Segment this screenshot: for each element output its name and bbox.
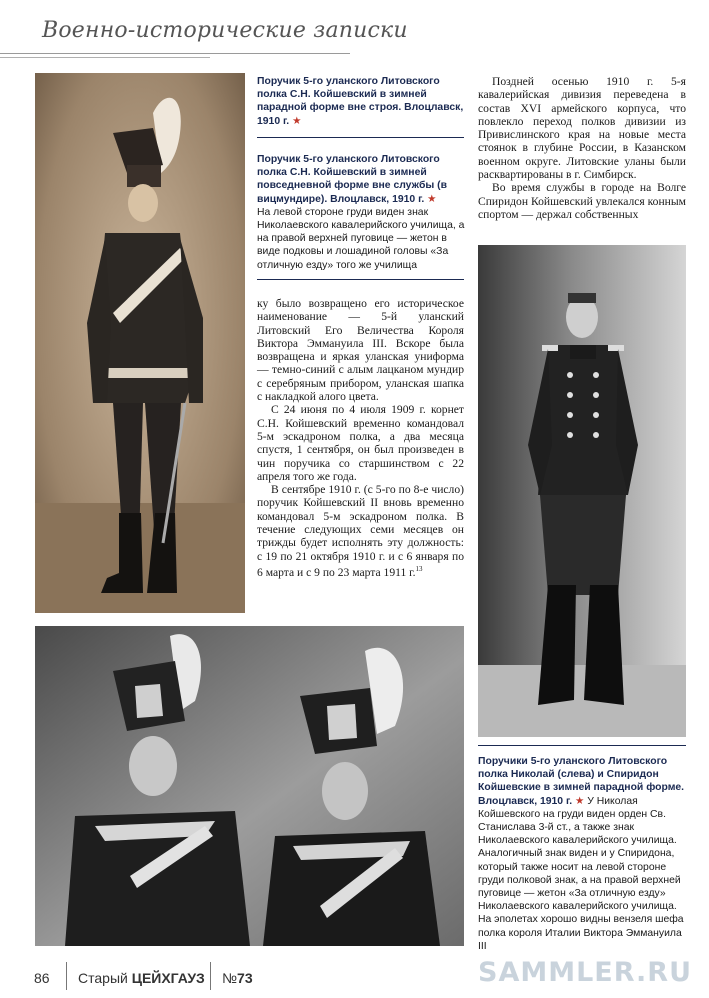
paragraph-text: В сентябре 1910 г. (с 5-го по 8-е число) поручик Койшевский II вновь временно командовал 5-м эскадроном полка. В течение следующих семи месяцев он трижды будет исполнять эту должность: с 19 по 21 октября 1910 г. и с 6 января по 6 марта и с 9 по 23 марта 1911 г.: [257, 483, 464, 579]
photo-portrait-everyday: [478, 245, 686, 737]
header-rule-thin: [0, 57, 210, 58]
caption-description: У Николая Койшевского на груди виден орден Св. Станислава 3-й ст., а также знак Николаевского кавалерийского училища. Аналогичный знак виден и у Спиридона, который также носит на левой стороне груди полковой знак, а на правой верхней пуговице — жетон «За отличную езду» Николаевского кавалерийского училища. На эполетах хорошо видны вензеля шефа полка короля Италии Виктора Эммануила III: [478, 795, 684, 952]
section-title: Военно-исторические записки: [42, 18, 408, 43]
magazine-title: [78, 970, 205, 986]
issue-label: №: [222, 970, 238, 986]
star-icon: ★: [575, 795, 585, 807]
watermark-text: SAMMLER.RU: [478, 957, 692, 988]
paragraph: [257, 483, 464, 579]
issue-value: 73: [237, 970, 253, 986]
caption-photo-2: [257, 153, 467, 272]
paragraph: ку было возвращено его историческое наименование — 5-й уланский Литовский Его Величества Короля Виктора Эммануила III. Вскоре была возвращена и яркая уланская униформа — темно-синий с алым лацканом мундир с серебряным прибором, уланская шапка с накладкой алого цвета.: [257, 297, 464, 404]
paragraph: Во время службы в городе на Волге Спиридон Койшевский увлекался конным спортом — держал собственных: [478, 181, 686, 221]
caption-divider: [257, 137, 464, 138]
footnote-ref: 13: [415, 564, 423, 573]
magazine-title-light: Старый: [78, 970, 128, 986]
page-header: [0, 0, 709, 62]
footer-divider: [210, 962, 211, 990]
star-icon: ★: [427, 193, 437, 205]
caption-divider: [257, 279, 464, 280]
paragraph: С 24 июня по 4 июля 1909 г. корнет С.Н. Койшевский временно командовал 5-м эскадроном полка, а два месяца спустя, 1 сентября, он был произведен в чин поручика со старшинством с 22 апреля того же года.: [257, 403, 464, 483]
issue-number: [222, 970, 253, 986]
header-rule: [0, 53, 350, 54]
footer-divider: [66, 962, 67, 990]
photo-brothers: [35, 626, 464, 946]
paragraph: Поздней осенью 1910 г. 5-я кавалерийская дивизия переведена в состав XVI армейского корпуса, что повлекло переход полков дивизии из Привислинского края на новые места стоянок в глубине России, в Казанском военном округе. Литовские уланы были расквартированы в г. Симбирск.: [478, 75, 686, 182]
caption-title: Поручики 5-го уланского Литовского полка Николай (слева) и Спиридон Койшевские в зимней парадной форме. Влоцлавск, 1910 г.: [478, 756, 685, 807]
photo-portrait-full-dress: [35, 73, 245, 613]
caption-text: Поручик 5-го уланского Литовского полка С.Н. Койшевский в зимней парадной форме вне строя. Влоцлавск, 1910 г.: [257, 76, 464, 127]
caption-title: Поручик 5-го уланского Литовского полка С.Н. Койшевский в зимней повседневной форме вне службы (в вицмундире). Влоцлавск, 1910 г.: [257, 154, 447, 205]
caption-description: На левой стороне груди виден знак Николаевского кавалерийского училища, а на правой верхней пуговице — жетон в виде подковы и лошадиной головы «За отличную езду» того же училища: [257, 206, 465, 271]
magazine-title-bold: ЦЕЙХГАУЗ: [131, 970, 205, 986]
article-column-right: [478, 75, 686, 221]
article-column-middle: [257, 297, 464, 579]
caption-photo-3: [478, 755, 688, 953]
page-number: 86: [34, 970, 50, 986]
star-icon: ★: [292, 115, 302, 127]
caption-divider: [478, 745, 686, 746]
caption-photo-1: [257, 75, 467, 128]
